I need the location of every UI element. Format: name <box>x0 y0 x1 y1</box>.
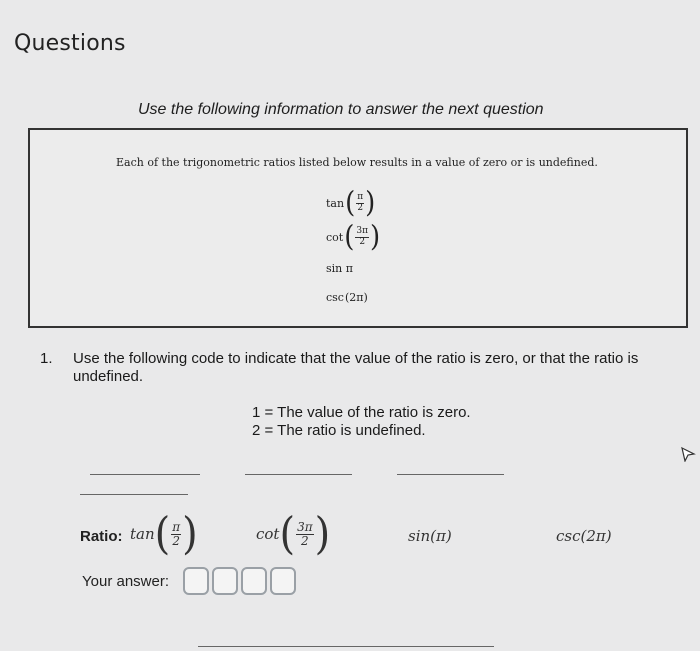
ratio-csc-2pi <box>326 282 380 312</box>
paren-close: ) <box>370 220 381 254</box>
info-box-text: Each of the trigonometric ratios listed below results in a value of zero or is undefined. <box>116 156 598 169</box>
paren-close: ) <box>365 186 376 220</box>
answer-label: Your answer: <box>82 573 169 590</box>
paren-open: ( <box>344 220 355 254</box>
paren-open: ( <box>345 186 356 220</box>
paren-close: ) <box>182 508 198 560</box>
divider-line <box>198 646 494 647</box>
ratio-sin-pi <box>326 254 380 282</box>
answer-box-3[interactable] <box>241 567 267 595</box>
question-number: 1. <box>40 350 53 367</box>
divider-line <box>397 474 504 475</box>
ratio-fn: cot <box>256 525 280 543</box>
ratio-fn: csc <box>326 290 344 304</box>
ratio-fn: sin(π) <box>408 527 452 545</box>
fraction-denominator: 2 <box>172 533 181 548</box>
divider-line <box>80 494 188 495</box>
fraction <box>356 193 364 213</box>
ratio-row <box>80 508 640 560</box>
ratio-list <box>326 186 380 312</box>
divider-line <box>90 474 200 475</box>
code-1: 1 = The value of the ratio is zero. <box>252 404 471 421</box>
ratio-sin-pi <box>408 527 452 545</box>
paren-open: ( <box>279 508 296 560</box>
code-legend <box>252 404 471 440</box>
ratio-fn: cot <box>326 230 344 244</box>
code-2: 2 = The ratio is undefined. <box>252 422 426 439</box>
ratio-fn: sin π <box>326 261 353 275</box>
cursor-arrow-icon <box>680 446 696 462</box>
ratio-tan-pi-over-2 <box>130 508 198 560</box>
fraction-denominator: 2 <box>357 202 364 213</box>
ratio-tan-pi-over-2 <box>326 186 380 220</box>
fraction-numerator: π <box>357 192 364 203</box>
question-text: Use the following code to indicate that the value of the ratio is zero, or that the ratio is undefined. <box>73 350 639 385</box>
fraction-numerator: 3π <box>356 226 369 237</box>
ratio-fn: csc(2π) <box>556 527 612 545</box>
fraction <box>355 227 369 247</box>
paren-open: ( <box>154 508 171 560</box>
answer-box-4[interactable] <box>270 567 296 595</box>
page-title: Questions <box>14 31 126 56</box>
answer-box-1[interactable] <box>183 567 209 595</box>
ratio-fn: tan <box>130 525 155 543</box>
ratio-fn: tan <box>326 196 345 210</box>
ratio-arg: (2π) <box>344 290 368 304</box>
ratio-cot-3pi-over-2 <box>326 220 380 254</box>
answer-box-2[interactable] <box>212 567 238 595</box>
divider-line <box>245 474 352 475</box>
answer-boxes <box>183 567 296 595</box>
ratio-csc-2pi <box>556 527 612 545</box>
fraction <box>171 521 181 547</box>
fraction <box>296 521 314 547</box>
fraction-denominator: 2 <box>301 533 309 548</box>
fraction-denominator: 2 <box>359 236 366 247</box>
ratio-label: Ratio: <box>80 528 123 545</box>
intro-text: Use the following information to answer the next question <box>138 101 544 118</box>
fraction-numerator: π <box>172 519 181 534</box>
ratio-cot-3pi-over-2 <box>256 508 331 560</box>
info-box <box>28 128 688 328</box>
fraction-numerator: 3π <box>297 519 313 534</box>
paren-close: ) <box>314 508 331 560</box>
